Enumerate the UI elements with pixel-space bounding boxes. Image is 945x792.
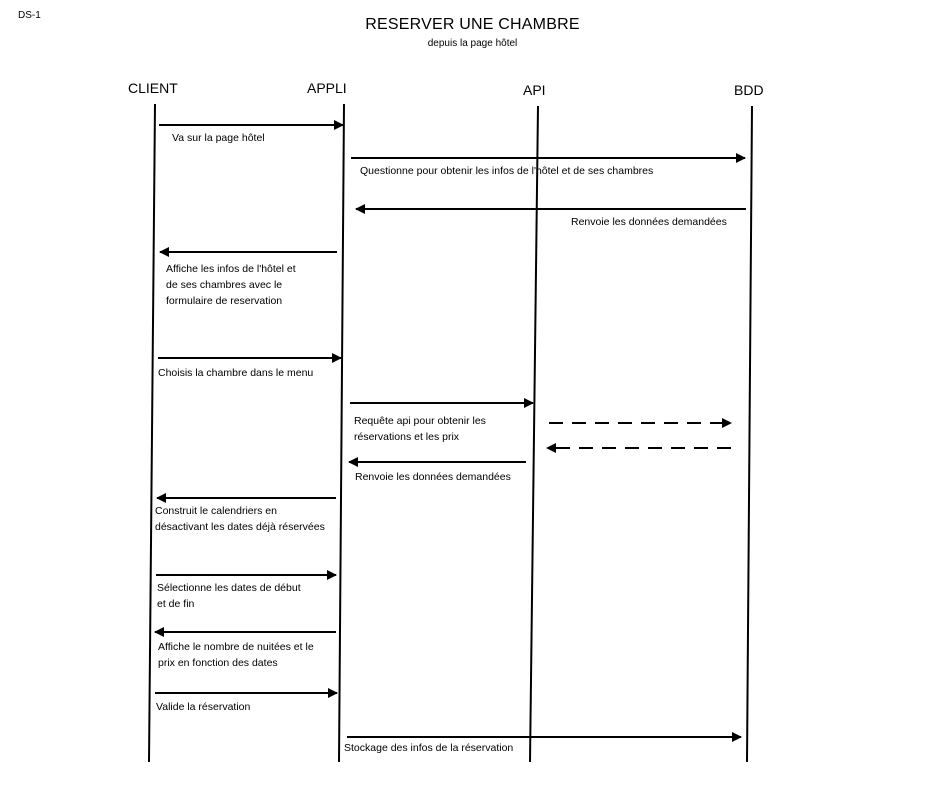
message-label-line: Stockage des infos de la réservation — [344, 742, 514, 754]
message-label-line: Construit le calendriers en — [155, 505, 277, 517]
document-id: DS-1 — [18, 10, 41, 21]
message-label — [156, 699, 250, 715]
message-label — [158, 639, 314, 671]
diagram-subtitle: depuis la page hôtel — [427, 38, 518, 49]
lifeline-appli — [339, 104, 344, 762]
message-label — [571, 214, 727, 230]
message-label-line: Affiche les infos de l'hôtel et — [166, 263, 296, 275]
message-label-line: Renvoie les données demandées — [571, 216, 727, 228]
message-label — [344, 740, 513, 756]
message-label — [157, 580, 301, 612]
message-label-line: Sélectionne les dates de début — [157, 582, 301, 594]
actor-api-label: API — [523, 82, 546, 98]
message-label-line: formulaire de reservation — [166, 295, 283, 307]
diagram-title: RESERVER UNE CHAMBRE — [365, 16, 580, 33]
message-label-line: Va sur la page hôtel — [172, 132, 265, 144]
message-label — [355, 469, 511, 485]
message-label — [360, 163, 653, 179]
lifeline-api — [530, 106, 538, 762]
message-label-line: Choisis la chambre dans le menu — [158, 367, 314, 379]
actor-bdd-label: BDD — [734, 82, 764, 98]
lifeline-bdd — [747, 106, 752, 762]
message-label-line: et de fin — [157, 598, 195, 610]
actor-appli-label: APPLI — [307, 80, 347, 96]
message-label-line: Affiche le nombre de nuitées et le — [158, 641, 314, 653]
message-label — [166, 261, 296, 309]
message-label — [354, 413, 486, 445]
message-label-line: désactivant les dates déjà réservées — [155, 521, 325, 533]
message-label-line: Questionne pour obtenir les infos de l'hôtel et de ses chambres — [360, 165, 654, 177]
message-label-line: de ses chambres avec le — [166, 279, 283, 291]
message-label-line: réservations et les prix — [354, 431, 460, 443]
actor-client-label: CLIENT — [128, 80, 178, 96]
lifeline-client — [149, 104, 155, 762]
message-label — [172, 130, 265, 146]
message-label — [158, 365, 313, 381]
message-label-line: Requête api pour obtenir les — [354, 415, 486, 427]
message-label-line: Renvoie les données demandées — [355, 471, 511, 483]
message-label-line: Valide la réservation — [156, 701, 251, 713]
message-label — [155, 503, 325, 535]
message-label-line: prix en fonction des dates — [158, 657, 278, 669]
